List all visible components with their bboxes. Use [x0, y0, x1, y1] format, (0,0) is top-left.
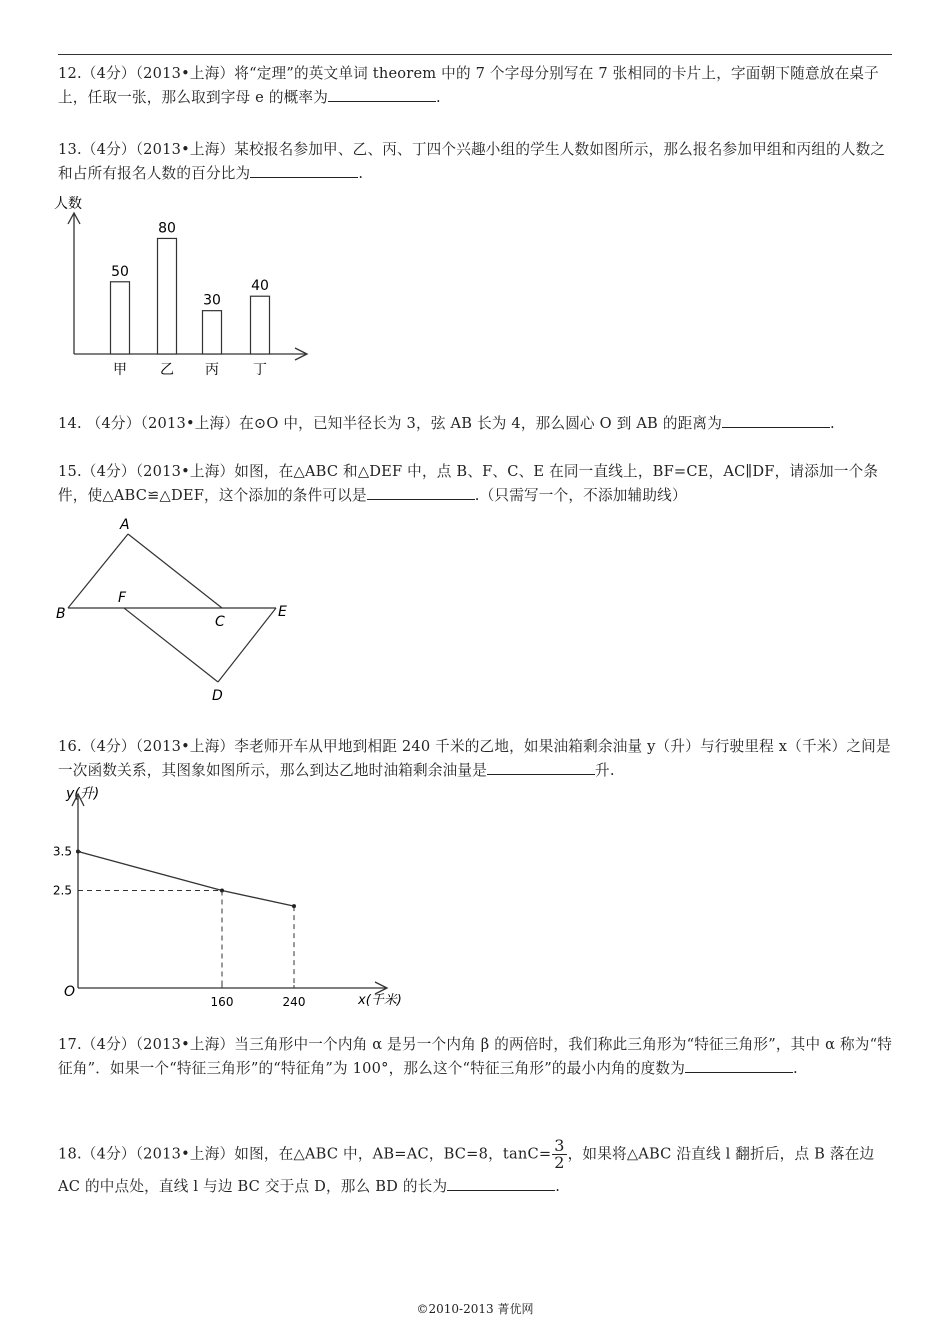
- x-tick-label-0: 160: [210, 995, 234, 1009]
- answer-blank-18[interactable]: [447, 1176, 555, 1191]
- label-f: F: [118, 590, 127, 606]
- label-d: D: [212, 688, 223, 704]
- bar-value-label-1: 80: [158, 220, 176, 237]
- answer-blank-15[interactable]: [367, 485, 475, 500]
- question-13-end: .: [358, 165, 364, 182]
- question-18-text-b: ，如果将△ABC 沿直线 l 翻折后，点 B 落在边 AC 的中点处，直线 l 与边 BC 交于点 D，那么 BD 的长为: [58, 1145, 875, 1195]
- question-14-text: 14. （4分）（2013•上海）在⊙O 中，已知半径长为 3，弦 AB 长为 4，那么圆心 O 到 AB 的距离为: [58, 415, 722, 432]
- question-16-end: 升.: [595, 762, 615, 779]
- question-16: [58, 735, 894, 783]
- bar-chart-ylabel: 人数: [54, 196, 82, 212]
- segment-fd: [124, 608, 218, 682]
- label-e: E: [278, 604, 287, 620]
- triangle-figure: [52, 512, 302, 704]
- line-graph-xlabel: x(千米): [358, 993, 402, 1008]
- data-line: [78, 852, 294, 907]
- bar-2: [203, 311, 222, 354]
- origin-label: O: [64, 984, 76, 1000]
- bar-3: [251, 296, 270, 354]
- answer-blank-14[interactable]: [722, 413, 830, 428]
- answer-blank-12[interactable]: [328, 87, 436, 102]
- question-15-end: .（只需写一个，不添加辅助线）: [474, 487, 687, 504]
- answer-blank-16[interactable]: [487, 760, 595, 775]
- answer-blank-17[interactable]: [685, 1058, 793, 1073]
- question-17: [58, 1033, 894, 1081]
- question-18: [58, 1138, 894, 1203]
- bar-category-label-2: 丙: [205, 362, 219, 378]
- answer-blank-13[interactable]: [250, 163, 358, 178]
- bar-category-label-1: 乙: [160, 362, 174, 378]
- footer: ©2010-2013 菁优网: [416, 1302, 534, 1316]
- x-tick-label-1: 240: [282, 995, 306, 1009]
- question-12-text: 12.（4分）（2013•上海）将“定理”的英文单词 theorem 中的 7 个字母分别写在 7 张相同的卡片上，字面朝下随意放在桌子上，任取一张，那么取到字母 e 的概率为: [58, 65, 879, 106]
- segment-ac: [128, 534, 222, 608]
- y-tick-label-1: 2.5: [52, 883, 72, 898]
- bar-category-label-3: 丁: [253, 362, 267, 378]
- question-16-text: 16.（4分）（2013•上海）李老师开车从甲地到相距 240 千米的乙地，如果油箱剩余油量 y（升）与行驶里程 x（千米）之间是一次函数关系，其图象如图所示，那么到达乙地时油箱剩余油量是: [58, 738, 891, 779]
- fraction-numerator: 3: [554, 1136, 565, 1155]
- bar-value-label-0: 50: [111, 263, 129, 280]
- segment-de: [218, 608, 276, 682]
- line-group: [53, 845, 306, 1010]
- bar-value-label-3: 40: [251, 278, 269, 295]
- question-14: [58, 412, 894, 436]
- question-12-end: .: [436, 89, 441, 106]
- fraction-denominator: 2: [554, 1153, 565, 1172]
- label-b: B: [56, 606, 66, 622]
- question-14-end: .: [830, 415, 835, 432]
- question-18-text-a: 18.（4分）（2013•上海）如图，在△ABC 中，AB=AC，BC=8，tanC=: [58, 1145, 552, 1163]
- bar-category-label-0: 甲: [113, 362, 127, 378]
- top-rule: [58, 54, 892, 55]
- label-c: C: [215, 614, 225, 630]
- bar-chart: [52, 192, 322, 384]
- question-12: [58, 62, 894, 110]
- question-17-text: 17.（4分）（2013•上海）当三角形中一个内角 α 是另一个内角 β 的两倍时，我们称此三角形为“特征三角形”，其中 α 称为“特征角”．如果一个“特征三角形”的“特征角”为 100°，那么这个“特征三角形”的最小内角的度数为: [58, 1036, 893, 1077]
- question-15: [58, 460, 894, 508]
- question-15-text: 15.（4分）（2013•上海）如图，在△ABC 和△DEF 中，点 B、F、C、E 在同一直线上，BF=CE，AC∥DF，请添加一个条件，使△ABC≌△DEF，这个添加的条件可以是: [58, 463, 879, 504]
- question-18-end: .: [555, 1178, 561, 1195]
- question-17-end: .: [793, 1060, 798, 1077]
- line-graph: [52, 782, 422, 1012]
- y-tick-label-0: 3.5: [52, 844, 72, 859]
- bar-0: [111, 282, 130, 354]
- line-graph-ylabel: y(升): [66, 786, 100, 802]
- question-13: [58, 138, 894, 186]
- fraction-tan-c: [552, 1138, 566, 1171]
- label-a: A: [120, 517, 130, 533]
- bar-1: [158, 238, 177, 354]
- question-13-text: 13.（4分）（2013•上海）某校报名参加甲、乙、丙、丁四个兴趣小组的学生人数如图所示，那么报名参加甲组和丙组的人数之和占所有报名人数的百分比为: [58, 141, 886, 182]
- bar-value-label-2: 30: [203, 292, 221, 309]
